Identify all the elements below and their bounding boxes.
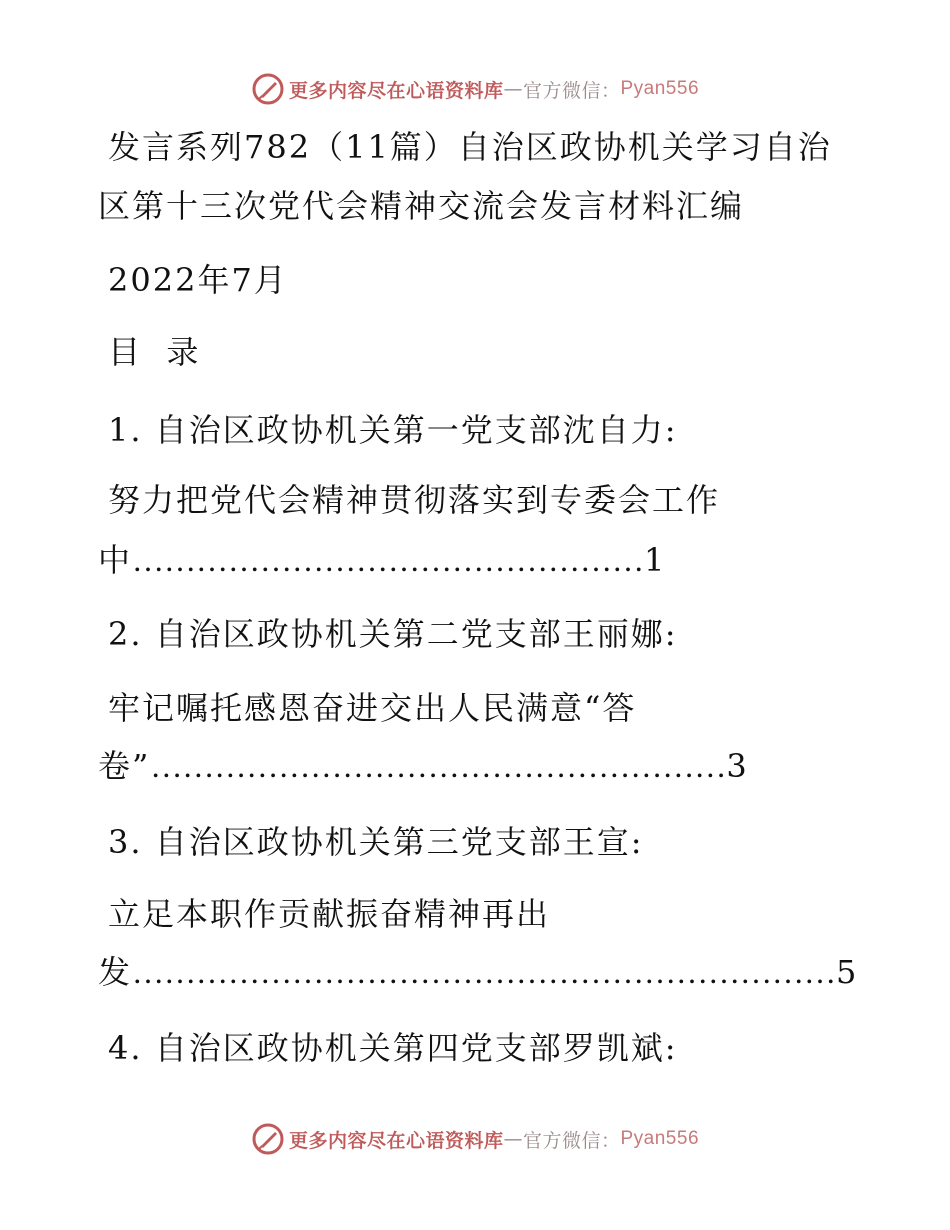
watermark-dash: — [503,78,523,100]
watermark-brand: 更多内容尽在心语资料库 [288,1129,504,1152]
toc-entry-1-page: 1 [644,541,667,579]
document-title-line-2: 区第十三次党代会精神交流会发言材料汇编 [98,187,745,225]
document-date: 2022年7月 [108,261,288,299]
watermark-id: Pyan556 [620,1128,700,1149]
toc-entry-2-heading: 2. 自治区政协机关第二党支部王丽娜: [108,615,678,653]
toc-heading: 目 录 [108,333,201,371]
toc-entry-2-title: 牢记嘱托感恩奋进交出人民满意“答 [108,689,637,727]
quill-logo-icon [251,72,285,106]
toc-entry-2-leader-dots: ……………………………………………… [150,748,727,784]
toc-entry-3-heading: 3. 自治区政协机关第三党支部王宣: [108,823,644,861]
document-title-line-1: 发言系列782（11篇）自治区政协机关学习自治 [108,128,832,166]
toc-entry-1-heading: 1. 自治区政协机关第一党支部沈自力: [108,411,678,449]
toc-entry-2-title-tail: 卷” [98,747,151,785]
toc-entry-2-page: 3 [726,747,749,785]
watermark-id: Pyan556 [620,78,700,99]
toc-entry-1-leader-dots: ………………………………………… [132,542,645,578]
toc-entry-1-line[interactable] [98,540,666,580]
quill-logo-icon [251,1122,285,1156]
toc-entry-4-heading: 4. 自治区政协机关第四党支部罗凯斌: [108,1029,678,1067]
toc-entry-2-line[interactable] [98,746,749,786]
toc-entry-3-title: 立足本职作贡献振奋精神再出 [108,895,551,933]
watermark-channel: 官方微信： [522,1129,621,1152]
watermark-dash: — [503,1128,523,1150]
toc-entry-3-line[interactable] [98,952,858,992]
toc-entry-1-title-tail: 中 [98,541,133,579]
toc-entry-3-page: 5 [836,953,859,991]
toc-entry-1-title: 努力把党代会精神贯彻落实到专委会工作 [108,481,721,519]
watermark-brand: 更多内容尽在心语资料库 [288,79,504,102]
watermark-channel: 官方微信： [522,79,621,102]
toc-entry-3-leader-dots: ………………………………………………………… [132,954,837,990]
footer-watermark [0,1122,950,1156]
header-watermark [0,72,950,106]
toc-entry-3-title-tail: 发 [98,953,133,991]
